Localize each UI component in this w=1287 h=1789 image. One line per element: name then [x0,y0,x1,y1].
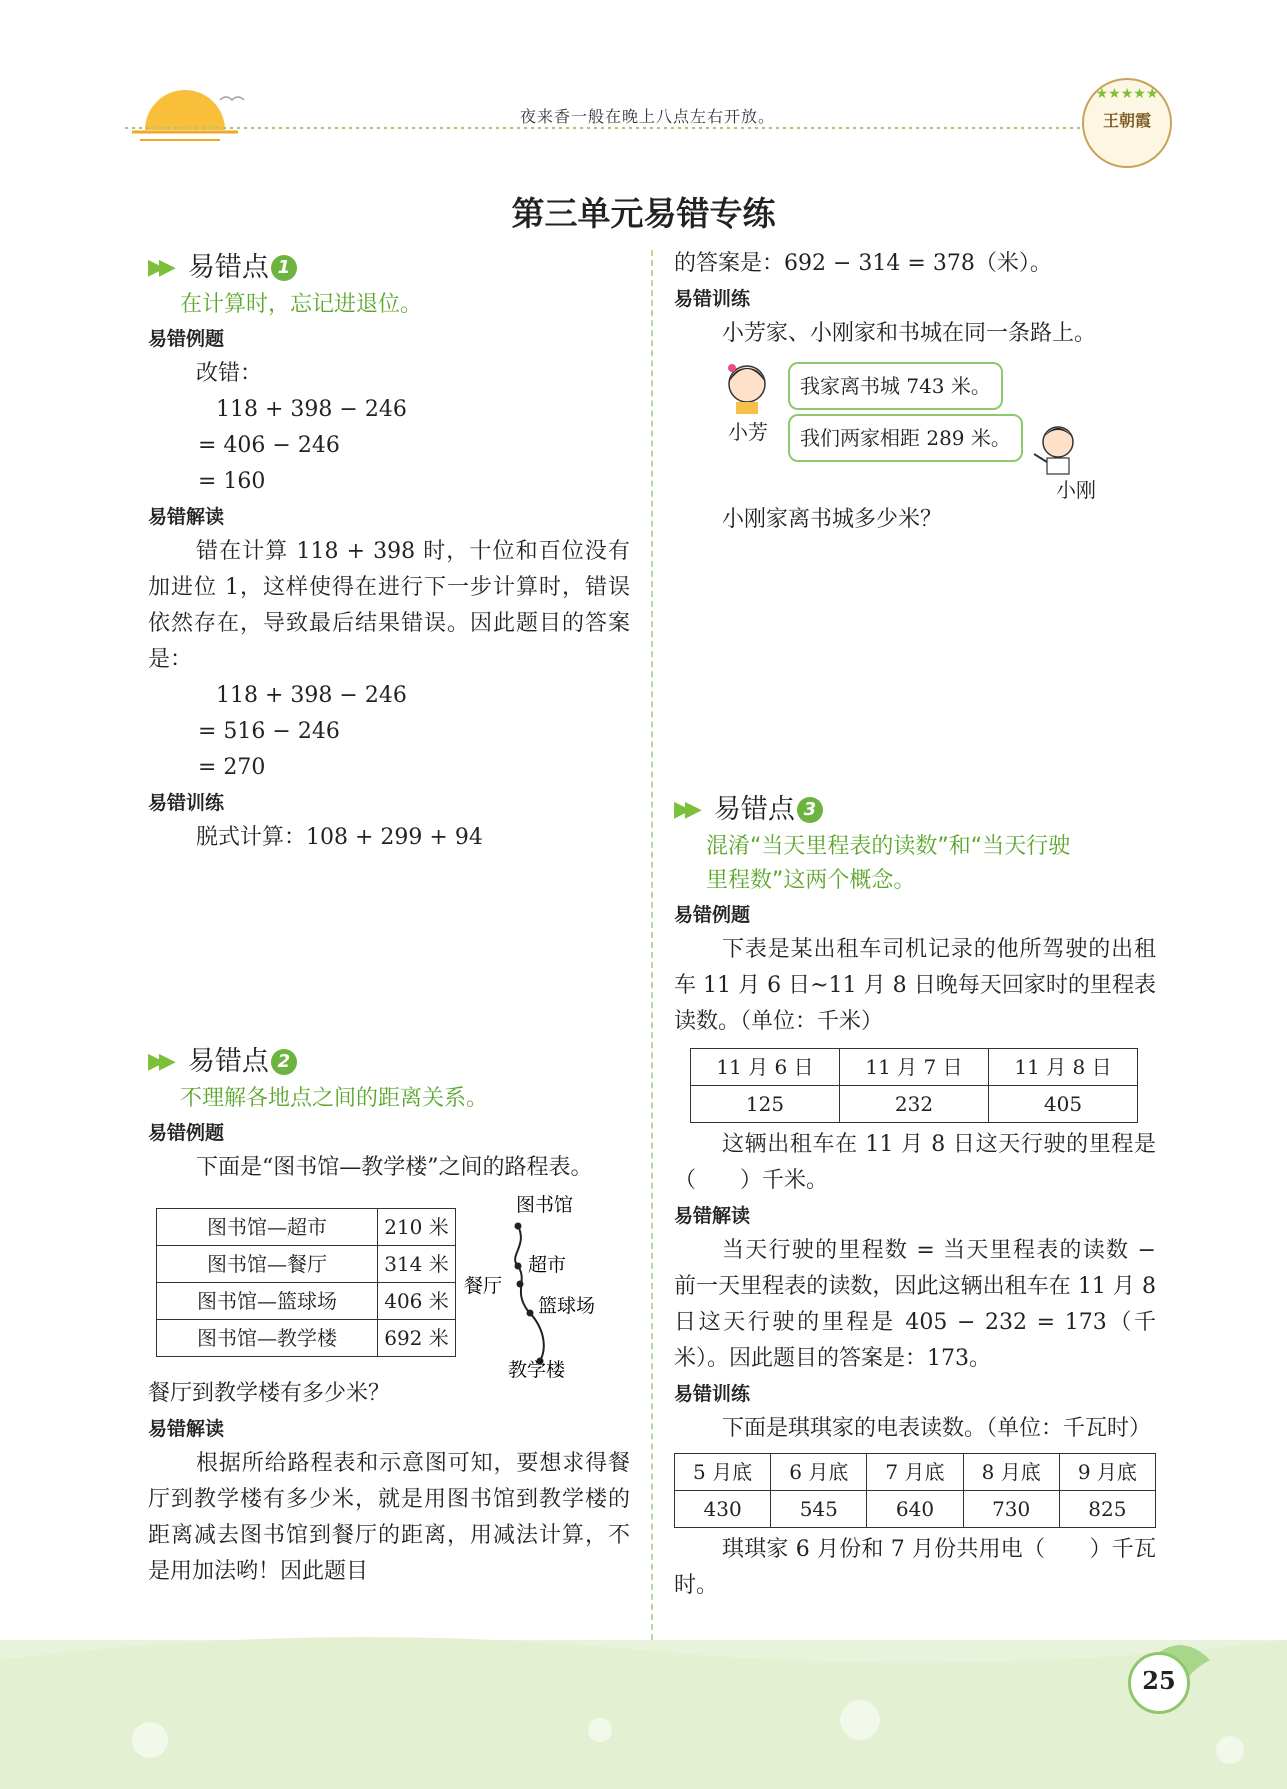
section1-training-label: 易错训练 [148,792,225,814]
table-row: 430 545 640 730 825 [675,1491,1156,1528]
section3-example-text: 下表是某出租车司机记录的他所驾驶的出租车 11 月 6 日~11 月 8 日晚每天回家时的里程表读数。（单位：千米） [674,937,1156,1034]
column-divider [651,250,653,1640]
logo-text: 王朝霞 [1102,111,1151,130]
left-column [148,248,630,856]
section3-subtitle-1: 混淆“当天里程表的读数”和“当天行驶 [706,834,1071,859]
route-table [156,1208,456,1357]
map-label-library: 图书馆 [516,1194,574,1216]
right-column [674,246,1156,538]
map-label-building: 教学楼 [508,1359,566,1381]
section3-heading: ▶▶ 易错点 3 [674,790,1156,830]
sun-icon [145,90,225,130]
answer-line: = 516 − 246 [198,719,340,744]
example-line: = 406 − 246 [198,433,340,458]
section2-training-text: 小芳家、小刚家和书城在同一条路上。 [722,321,1097,346]
speech-bubble-1: 我家离书城 743 米。 [788,362,1003,410]
section2-example-text: 下面是“图书馆—教学楼”之间的路程表。 [196,1155,593,1180]
logo-seal [1082,78,1172,168]
table-row: 图书馆—超市 210 米 [157,1209,456,1246]
section2-analysis-text: 根据所给路程表和示意图可知，要想求得餐厅到教学楼有多少米，就是用图书馆到教学楼的距离减去图书馆到餐厅的距离，用减法计算，不是用加法哟！因此题目 [148,1451,630,1584]
name-xiaogang: 小刚 [1056,478,1096,502]
section2-analysis-label: 易错解读 [148,1418,225,1440]
table-row: 11 月 6 日 11 月 7 日 11 月 8 日 [691,1049,1138,1086]
section1-example-label: 易错例题 [148,328,225,350]
section3-analysis-label: 易错解读 [674,1205,751,1227]
table-row: 图书馆—餐厅 314 米 [157,1246,456,1283]
section3-training-text: 下面是琪琪家的电表读数。（单位：千瓦时） [722,1416,1152,1441]
map-label-canteen: 餐厅 [464,1275,503,1297]
name-xiaofang: 小芳 [728,420,768,444]
section3-example-label: 易错例题 [674,904,751,926]
page-number: 25 [1128,1652,1190,1714]
section1-training-text: 脱式计算：108 + 299 + 94 [196,825,483,850]
map-label-court: 篮球场 [538,1295,596,1317]
speech-bubble-2: 我们两家相距 289 米。 [788,414,1023,462]
section3-training-question: 琪琪家 6 月份和 7 月份共用电（ ）千瓦时。 [674,1537,1156,1598]
double-arrow-icon: ▶▶ [148,255,170,280]
girl-icon [722,356,772,416]
odometer-table [690,1048,1138,1123]
left-column-section2 [148,1042,630,1590]
double-arrow-icon: ▶▶ [674,797,696,822]
section3-analysis-text: 当天行驶的里程数 = 当天里程表的读数 − 前一天里程表的读数，因此这辆出租车在 11 月 8 日这天行驶的里程是 405 − 232 = 173（千米）。因此题目的答案是：173。 [674,1238,1156,1371]
example-line: 118 + 398 − 246 [216,397,407,422]
section3-question: 这辆出租车在 11 月 8 日这天行驶的里程是（ ）千米。 [674,1132,1156,1193]
section1-analysis-label: 易错解读 [148,506,225,528]
map-label-market: 超市 [528,1254,567,1276]
footer-wave [0,1620,1287,1789]
electricity-table [674,1453,1156,1528]
answer-line: 118 + 398 − 246 [216,683,407,708]
answer-line: = 270 [198,755,266,780]
section2-analysis-cont: 的答案是：692 − 314 = 378（米）。 [674,251,1052,276]
section2-question: 餐厅到教学楼有多少米？ [148,1381,391,1406]
section3-training-label: 易错训练 [674,1383,751,1405]
boy-icon [1032,422,1082,478]
section2-subtitle: 不理解各地点之间的距离关系。 [180,1086,489,1111]
section2-example-label: 易错例题 [148,1122,225,1144]
section1-subtitle: 在计算时，忘记进退位。 [180,292,423,317]
section2-training-question: 小刚家离书城多少米？ [722,507,943,532]
stars-icon: ★★★★★ [1095,86,1159,102]
route-map [464,1186,638,1381]
page-title: 第三单元易错专练 [511,194,776,233]
table-row: 图书馆—教学楼 692 米 [157,1320,456,1357]
double-arrow-icon: ▶▶ [148,1049,170,1074]
example-line: 改错： [196,361,263,386]
table-row: 125 232 405 [691,1086,1138,1123]
section1-analysis-text: 错在计算 118 + 398 时，十位和百位没有加进位 1，这样使得在进行下一步计算时，错误依然存在，导致最后结果错误。因此题目的答案是： [148,539,630,672]
section3-subtitle-2: 里程数”这两个概念。 [706,868,916,893]
section2-training-label: 易错训练 [674,288,751,310]
right-column-section3 [674,790,1156,1604]
bird-icon [220,97,244,100]
section2-heading: ▶▶ 易错点 2 [148,1042,630,1082]
table-row: 图书馆—篮球场 406 米 [157,1283,456,1320]
table-row: 5 月底 6 月底 7 月底 8 月底 9 月底 [675,1454,1156,1491]
route-figure [148,1186,630,1381]
header-tagline: 夜来香一般在晚上八点左右开放。 [520,107,776,126]
example-line: = 160 [198,469,266,494]
section1-heading: ▶▶ 易错点 1 [148,248,630,288]
dialogue-figure [674,352,1156,502]
